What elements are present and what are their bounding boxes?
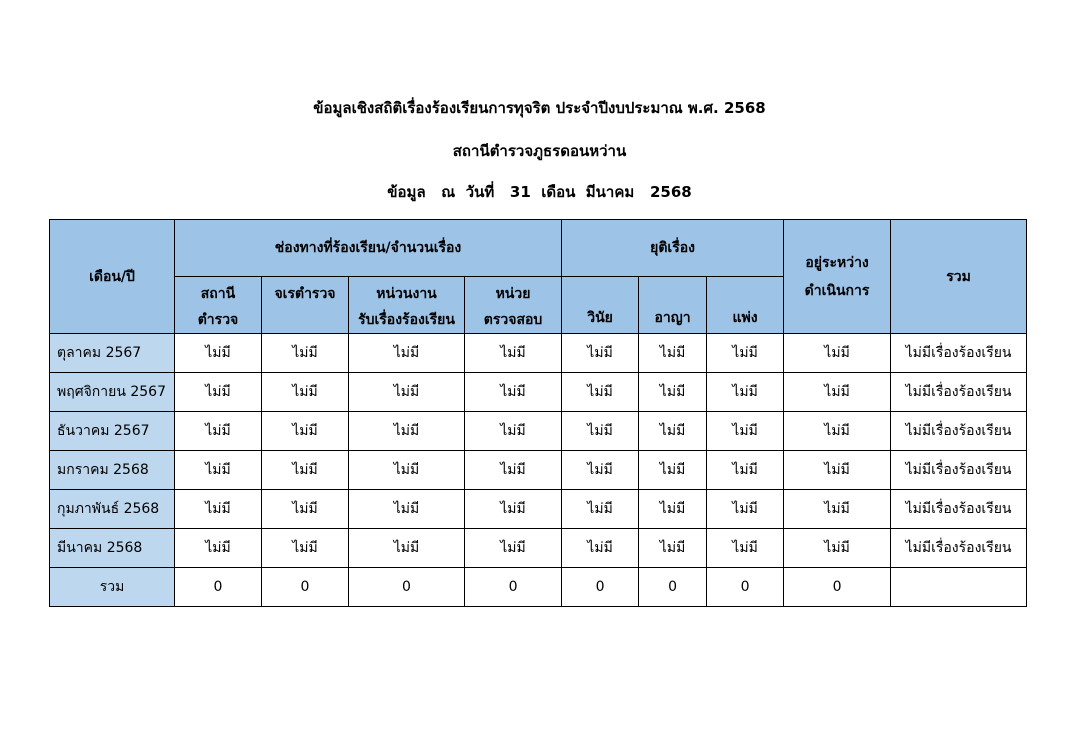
total-cell: 0 [784,568,891,607]
table-cell: ไม่มี [349,529,465,568]
header-resolved: ยุติเรื่อง [562,220,784,277]
table-cell: ไม่มี [465,529,562,568]
table-cell: ไม่มี [784,451,891,490]
table-cell: ไม่มี [465,373,562,412]
table-cell: ไม่มี [784,373,891,412]
table-cell: ไม่มี [639,412,707,451]
table-row [50,490,1027,529]
header-channel-agency [349,277,465,334]
table-cell: ไม่มี [784,412,891,451]
table-cell: ไม่มี [465,412,562,451]
table-cell: ไม่มี [349,451,465,490]
table-cell: ไม่มี [784,334,891,373]
header-channel-inspector [262,277,349,334]
table-cell: ไม่มี [707,334,784,373]
table-cell: ไม่มี [562,490,639,529]
total-cell: 0 [262,568,349,607]
table-cell: ไม่มี [465,451,562,490]
table-cell: ไม่มี [262,529,349,568]
table-cell: ไม่มี [784,490,891,529]
header-channel-audit [465,277,562,334]
total-cell: 0 [562,568,639,607]
table-cell: ไม่มี [707,529,784,568]
table-cell: ไม่มี [349,490,465,529]
table-cell: ไม่มี [349,334,465,373]
header-total: รวม [891,220,1027,334]
header-channel-audit-line1: หน่วย [495,286,531,302]
row-total: ไม่มีเรื่องร้องเรียน [891,412,1027,451]
header-channel-audit-line2: ตรวจสอบ [483,312,543,328]
header-month: เดือน/ปี [50,220,175,334]
total-cell: 0 [349,568,465,607]
row-total: ไม่มีเรื่องร้องเรียน [891,334,1027,373]
header-channel-station-line2: ตำรวจ [197,312,239,328]
header-channel-station-line1: สถานี [200,286,236,302]
table-cell: ไม่มี [639,451,707,490]
table-cell: ไม่มี [562,373,639,412]
table-cell: ไม่มี [639,529,707,568]
table-cell: ไม่มี [262,451,349,490]
table-cell: ไม่มี [262,412,349,451]
table-cell: ไม่มี [707,412,784,451]
table-cell: ไม่มี [784,529,891,568]
table-row [50,412,1027,451]
row-month: ตุลาคม 2567 [50,334,175,373]
table-cell: ไม่มี [639,490,707,529]
table-cell: ไม่มี [175,412,262,451]
total-cell: 0 [175,568,262,607]
station-name: สถานีตำรวจภูธรดอนหว่าน [452,142,627,160]
table-cell: ไม่มี [562,412,639,451]
document-title: ข้อมูลเชิงสถิติเรื่องร้องเรียนการทุจริต ประจำปีงบประมาณ พ.ศ. 2568 [313,99,766,117]
table-cell: ไม่มี [349,412,465,451]
header-resolved-discipline: วินัย [562,277,639,334]
header-resolved-civil: แพ่ง [707,277,784,334]
table-cell: ไม่มี [262,334,349,373]
table-cell: ไม่มี [175,373,262,412]
table-cell: ไม่มี [175,451,262,490]
header-pending-line1: อยู่ระหว่าง [805,254,869,271]
complaint-statistics-table [49,219,1027,607]
table-cell: ไม่มี [639,334,707,373]
table-cell: ไม่มี [639,373,707,412]
header-channel-agency-line2: รับเรื่องร้องเรียน [358,312,455,328]
total-cell: 0 [465,568,562,607]
total-row-label: รวม [50,568,175,607]
table-cell: ไม่มี [562,334,639,373]
table-row [50,451,1027,490]
header-channel-agency-line1: หน่วนงาน [376,286,437,302]
header-channels: ช่องทางที่ร้องเรียน/จำนวนเรื่อง [175,220,562,277]
table-cell: ไม่มี [175,334,262,373]
as-of-date: ข้อมูล ณ วันที่ 31 เดือน มีนาคม 2568 [387,183,692,201]
table-cell: ไม่มี [262,373,349,412]
table-cell: ไม่มี [175,490,262,529]
row-total: ไม่มีเรื่องร้องเรียน [891,451,1027,490]
row-month: มีนาคม 2568 [50,529,175,568]
row-total: ไม่มีเรื่องร้องเรียน [891,490,1027,529]
row-month: มกราคม 2568 [50,451,175,490]
table-cell: ไม่มี [349,373,465,412]
table-cell: ไม่มี [465,334,562,373]
row-month: ธันวาคม 2567 [50,412,175,451]
table-cell: ไม่มี [707,373,784,412]
table-cell: ไม่มี [707,490,784,529]
table-row [50,334,1027,373]
table-cell: ไม่มี [262,490,349,529]
table-cell: ไม่มี [175,529,262,568]
table-row [50,529,1027,568]
table-cell: ไม่มี [562,529,639,568]
row-total: ไม่มีเรื่องร้องเรียน [891,373,1027,412]
header-channel-inspector-line1: จเรตำรวจ [274,286,336,302]
row-month: พฤศจิกายน 2567 [50,373,175,412]
table-cell: ไม่มี [707,451,784,490]
header-pending-line2: ดำเนินการ [804,282,870,299]
header-channel-station [175,277,262,334]
total-cell: 0 [707,568,784,607]
table-cell: ไม่มี [562,451,639,490]
header-resolved-criminal: อาญา [639,277,707,334]
row-month: กุมภาพันธ์ 2568 [50,490,175,529]
table-row [50,373,1027,412]
total-cell: 0 [639,568,707,607]
table-cell: ไม่มี [465,490,562,529]
row-total: ไม่มีเรื่องร้องเรียน [891,529,1027,568]
total-row [50,568,1027,607]
total-row-total [891,568,1027,607]
header-pending [784,220,891,334]
